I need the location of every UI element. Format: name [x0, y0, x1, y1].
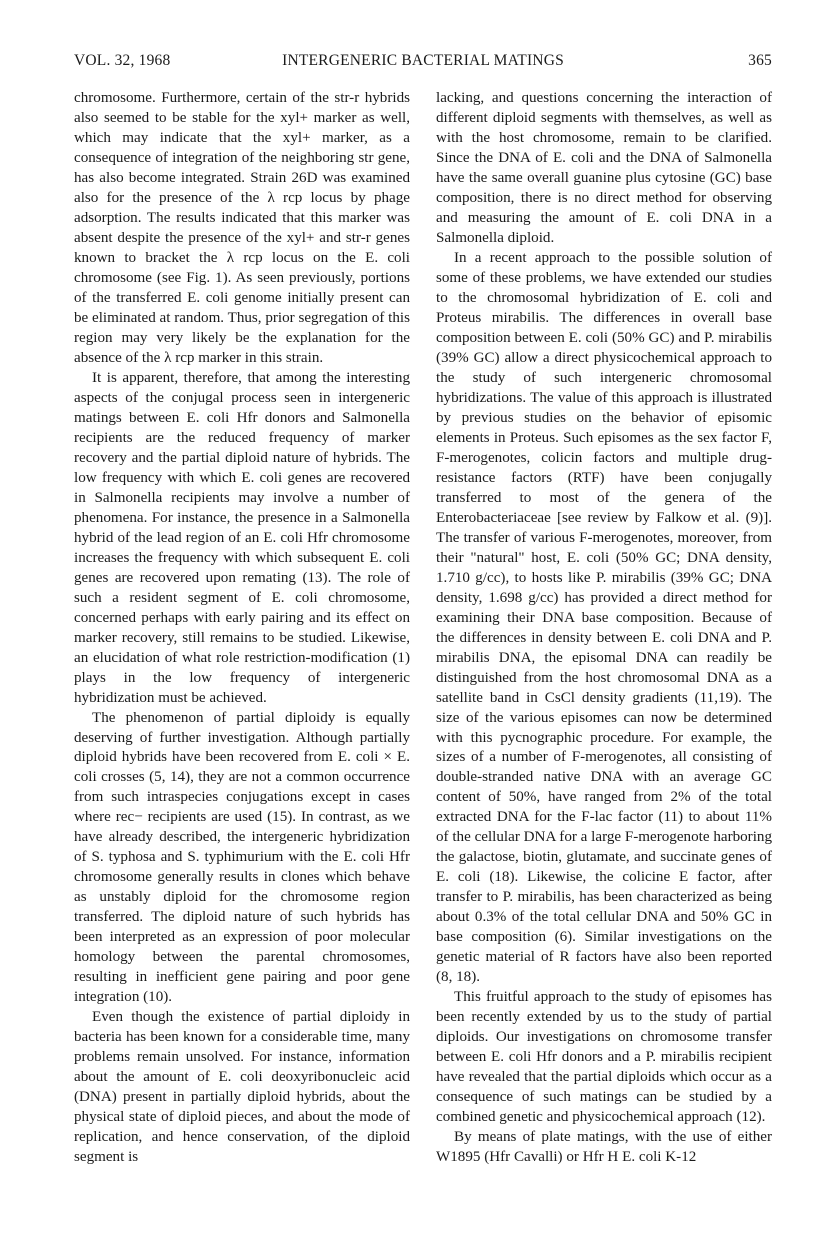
paragraph: Even though the existence of partial diploidy in bacteria has been known for a considerable time, many problems remain unsolved. For instance, information about the amount of E. coli deoxyribonucleic acid (DNA) present in partially diploid hybrids, about the physical state of diploid pieces, and about the mode of replication, and hence conservation, of the diploid segment is	[74, 1009, 410, 1166]
running-title: INTERGENERIC BACTERIAL MATINGS	[282, 52, 564, 69]
left-column	[74, 89, 410, 1168]
paragraph: It is apparent, therefore, that among the interesting aspects of the conjugal process seen in intergeneric matings between E. coli Hfr donors and Salmonella recipients are the reduced frequency of marker recovery and the partial diploid nature of hybrids. The low frequency with which E. coli genes are recovered in Salmonella recipients may involve a number of phenomena. For instance, the presence in a Salmonella hybrid of the lead region of an E. coli Hfr chromosome increases the frequency with which subsequent E. coli genes are recovered upon remating (13). The role of such a resident segment of E. coli chromosome, concerned perhaps with early pairing and its effect on marker recovery, still remains to be studied. Likewise, an elucidation of what role restriction-modification (1) plays in the low frequency of intergeneric hybridization must be achieved.	[74, 369, 410, 706]
page-number: 365	[748, 52, 772, 69]
running-header	[74, 52, 772, 76]
paragraph: chromosome. Furthermore, certain of the str-r hybrids also seemed to be stable for the xyl+ marker as well, which may indicate that the xyl+ marker, as a consequence of integration of the neighboring str gene, has also become integrated. Strain 26D was examined also for the presence of the λ rcp locus by phage adsorption. The results indicated that this marker was absent despite the presence of the xyl+ and str-r genes known to bracket the λ rcp locus on the E. coli chromosome (see Fig. 1). As seen previously, portions of the transferred E. coli genome initially present can be eliminated at random. Thus, prior segregation of this region may very likely be the explanation for the absence of the λ rcp marker in this strain.	[74, 90, 410, 366]
paragraph: This fruitful approach to the study of episomes has been recently extended by us to the study of partial diploids. Our investigations on chromosome transfer between E. coli Hfr donors and a P. mirabilis recipient have revealed that the partial diploids which occur as a consequence of such matings can be studied by a combined genetic and physicochemical approach (12).	[436, 989, 772, 1126]
right-column	[436, 89, 772, 1168]
volume-label: VOL. 32, 1968	[74, 52, 171, 69]
paragraph: By means of plate matings, with the use of either W1895 (Hfr Cavalli) or Hfr H E. coli K-12	[436, 1129, 772, 1166]
paragraph: lacking, and questions concerning the interaction of different diploid segments with themselves, as well as with the host chromosome, remain to be clarified. Since the DNA of E. coli and the DNA of Salmonella have the same overall guanine plus cytosine (GC) base composition, there is no direct method for observing and measuring the amount of E. coli DNA in a Salmonella diploid.	[436, 90, 772, 246]
paragraph: The phenomenon of partial diploidy is equally deserving of further investigation. Although partially diploid hybrids have been recovered from E. coli × E. coli crosses (5, 14), they are not a common occurrence from such intraspecies conjugations except in cases where rec− recipients are used (15). In contrast, as we have already described, the intergeneric hybridization of S. typhosa and S. typhimurium with the E. coli Hfr chromosome generally results in clones which behave as unstably diploid for the chromosome region transferred. The diploid nature of such hybrids has been interpreted as an expression of poor molecular homology between the parental chromosomes, resulting in inefficient gene pairing and poor gene integration (10).	[74, 709, 410, 1006]
paragraph: In a recent approach to the possible solution of some of these problems, we have extended our studies to the chromosomal hybridization of E. coli and Proteus mirabilis. The differences in overall base composition between E. coli (50% GC) and P. mirabilis (39% GC) allow a direct physicochemical approach to the study of such intergeneric chromosomal hybridizations. The value of this approach is illustrated by previous studies on the behavior of episomic elements in Proteus. Such episomes as the sex factor F, F-merogenotes, colicin factors and multiple drug-resistance factors (RTF) have been conjugally transferred to most of the genera of the Enterobacteriaceae [see review by Falkow et al. (9)]. The transfer of various F-merogenotes, moreover, from their "natural" host, E. coli (50% GC; DNA density, 1.710 g/cc), to hosts like P. mirabilis (39% GC; DNA density, 1.698 g/cc) has provided a direct method for examining their DNA base composition. Because of the differences in density between E. coli DNA and P. mirabilis DNA, the episomal DNA can readily be distinguished from the host chromosomal DNA as a satellite band in CsCl density gradients (11,19). The size of the various episomes can now be determined with this pycnographic procedure. For example, the sizes of a number of F-merogenotes, all consisting of double-stranded native DNA with an average GC content of 50%, have ranged from 2% of the total extracted DNA for the F-lac factor (11) to about 11% of the cellular DNA for a large F-merogenote harboring the galactose, biotin, glutamate, and succinate genes of E. coli (18). Likewise, the colicine E factor, after transfer to P. mirabilis, has been characterized as being about 0.3% of the total cellular DNA and 50% GC in base composition (6). Similar investigations on the genetic material of R factors have also been reported (8, 18).	[436, 249, 772, 986]
